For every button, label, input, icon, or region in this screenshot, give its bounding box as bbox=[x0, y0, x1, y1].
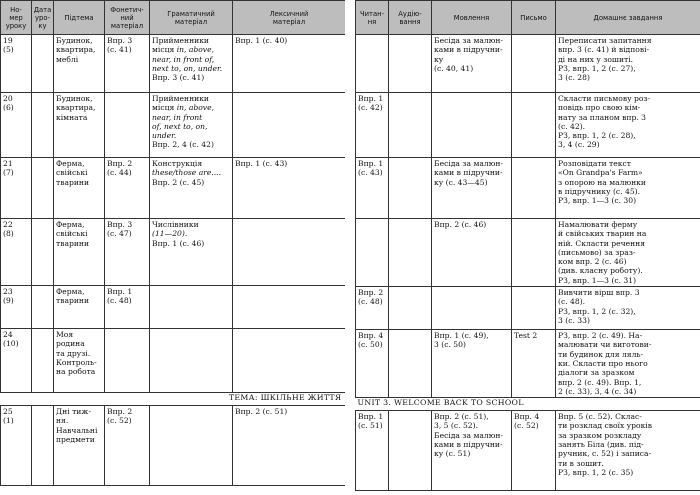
lesson-number-cell: 19 (5) bbox=[1, 35, 32, 93]
left-header-row bbox=[1, 1, 346, 35]
grammar-cell bbox=[150, 286, 233, 329]
header-lesson-number: Но- мер уроку bbox=[1, 1, 32, 35]
header-phonetic: Фонетич- ний матеріал bbox=[105, 1, 150, 35]
header-writing: Письмо bbox=[512, 1, 556, 35]
homework-cell: Впр. 5 (с. 52). Склас- ти розклад своїх уроків за зразком розкладу занять Біла (див. під- ручник, с. 52) і записа- ти в зошит. РЗ, впр. 1, 2 (с. 35) bbox=[556, 411, 700, 491]
lesson-date-cell bbox=[32, 35, 54, 93]
phonetic-cell: Впр. 2 (с. 52) bbox=[105, 406, 150, 486]
writing-cell bbox=[512, 93, 556, 158]
lesson-date-cell bbox=[32, 93, 54, 158]
phonetic-cell bbox=[105, 329, 150, 393]
lesson-date-cell bbox=[32, 158, 54, 219]
lesson-number-cell: 21 (7) bbox=[1, 158, 32, 219]
subtopic-cell: Моя родина та друзі. Контроль- на робота bbox=[54, 329, 105, 393]
phonetic-cell: Впр. 2 (с. 44) bbox=[105, 158, 150, 219]
speech-cell: Впр. 2 (с. 46) bbox=[432, 219, 512, 287]
grammar-cell bbox=[150, 329, 233, 393]
lesson-row-left bbox=[1, 158, 346, 219]
writing-cell bbox=[512, 158, 556, 219]
header-lesson-date: Дата уро- ку bbox=[32, 1, 54, 35]
listening-cell bbox=[389, 93, 432, 158]
lexical-cell bbox=[233, 93, 346, 158]
unit-divider-row bbox=[356, 398, 700, 411]
phonetic-cell: Впр. 1 (с. 48) bbox=[105, 286, 150, 329]
subtopic-cell: Будинок, квартира, меблі bbox=[54, 35, 105, 93]
listening-cell bbox=[389, 158, 432, 219]
phonetic-cell: Впр. 3 (с. 41) bbox=[105, 35, 150, 93]
left-page bbox=[0, 0, 345, 495]
reading-cell: Впр. 4 (с. 50) bbox=[356, 330, 389, 398]
lesson-number-cell: 24 (10) bbox=[1, 329, 32, 393]
listening-cell bbox=[389, 35, 432, 93]
writing-cell bbox=[512, 35, 556, 93]
homework-cell: Розповідати текст «On Grandpa's Farm» з опорою на малюнки в підручнику (с. 45). РЗ, впр. 1—3 (с. 30) bbox=[556, 158, 700, 219]
lesson-row-right bbox=[356, 287, 700, 330]
homework-cell: Переписати запитання впр. 3 (с. 41) й відпові- ді на них у зошиті. РЗ, впр. 1, 2 (с. 27), 3 (с. 28) bbox=[556, 35, 700, 93]
phonetic-cell bbox=[105, 93, 150, 158]
lexical-cell: Впр. 1 (с. 43) bbox=[233, 158, 346, 219]
reading-cell: Впр. 1 (с. 42) bbox=[356, 93, 389, 158]
header-reading: Читан- ня bbox=[356, 1, 389, 35]
page-gutter bbox=[345, 0, 355, 495]
header-speech: Мовлення bbox=[432, 1, 512, 35]
left-table bbox=[0, 0, 346, 486]
topic-divider-label: ТЕМА: ШКІЛЬНЕ ЖИТТЯ bbox=[1, 393, 346, 406]
header-subtopic: Підтема bbox=[54, 1, 105, 35]
speech-cell: Впр. 1 (с. 49), 3 (с. 50) bbox=[432, 330, 512, 398]
lesson-row-right bbox=[356, 411, 700, 491]
reading-cell bbox=[356, 219, 389, 287]
lesson-row-right bbox=[356, 93, 700, 158]
lesson-date-cell bbox=[32, 329, 54, 393]
grammar-cell: Числівники (11—20). Впр. 1 (с. 46) bbox=[150, 219, 233, 286]
right-page bbox=[355, 0, 700, 495]
reading-cell: Впр. 2 (с. 48) bbox=[356, 287, 389, 330]
writing-cell bbox=[512, 287, 556, 330]
subtopic-cell: Дні тиж- ня. Навчальні предмети bbox=[54, 406, 105, 486]
lesson-number-cell: 25 (1) bbox=[1, 406, 32, 486]
speech-cell bbox=[432, 287, 512, 330]
lesson-row-left bbox=[1, 219, 346, 286]
writing-cell: Впр. 4 (с. 52) bbox=[512, 411, 556, 491]
right-header-row bbox=[356, 1, 700, 35]
speech-cell: Впр. 2 (с. 51), 3, 5 (с. 52). Бесіда за малюн- ками в підручни- ку (с. 51) bbox=[432, 411, 512, 491]
listening-cell bbox=[389, 411, 432, 491]
lesson-row-left bbox=[1, 35, 346, 93]
grammar-cell: Прийменники місця in, above, near, in front of, next to, on, under. Впр. 3 (с. 41) bbox=[150, 35, 233, 93]
topic-divider-row bbox=[1, 393, 346, 406]
header-homework: Домашнє завдання bbox=[556, 1, 700, 35]
speech-cell: Бесіда за малюн- ками в підручни- ку (с. 43—45) bbox=[432, 158, 512, 219]
lesson-row-right bbox=[356, 158, 700, 219]
homework-cell: Вивчити вірш впр. 3 (с. 48). РЗ, впр. 1, 2 (с. 32), 3 (с. 33) bbox=[556, 287, 700, 330]
header-grammar: Граматичний матеріал bbox=[150, 1, 233, 35]
reading-cell: Впр. 1 (с. 43) bbox=[356, 158, 389, 219]
speech-cell bbox=[432, 93, 512, 158]
lesson-row-left bbox=[1, 329, 346, 393]
subtopic-cell: Будинок, квартира, кімната bbox=[54, 93, 105, 158]
lesson-number-cell: 23 (9) bbox=[1, 286, 32, 329]
lesson-date-cell bbox=[32, 219, 54, 286]
lesson-row-right bbox=[356, 330, 700, 398]
homework-cell: Скласти письмову роз- повідь про свою кім- нату за планом впр. 3 (с. 42). РЗ, впр. 1, 2 (с. 28), 3, 4 (с. 29) bbox=[556, 93, 700, 158]
lesson-number-cell: 20 (6) bbox=[1, 93, 32, 158]
lesson-row-left bbox=[1, 93, 346, 158]
lexical-cell: Впр. 2 (с. 51) bbox=[233, 406, 346, 486]
lesson-date-cell bbox=[32, 406, 54, 486]
grammar-cell: Прийменники місця in, above, near, in front of, next to, on, under. Впр. 2, 4 (с. 42) bbox=[150, 93, 233, 158]
subtopic-cell: Ферма, свійські тварини bbox=[54, 158, 105, 219]
lexical-cell bbox=[233, 329, 346, 393]
writing-cell bbox=[512, 219, 556, 287]
reading-cell bbox=[356, 35, 389, 93]
listening-cell bbox=[389, 219, 432, 287]
lexical-cell bbox=[233, 219, 346, 286]
listening-cell bbox=[389, 330, 432, 398]
grammar-cell: Конструкція these/those are.... Впр. 2 (с. 45) bbox=[150, 158, 233, 219]
subtopic-cell: Ферма, свійські тварини bbox=[54, 219, 105, 286]
grammar-cell bbox=[150, 406, 233, 486]
right-table bbox=[355, 0, 700, 491]
lesson-row-right bbox=[356, 219, 700, 287]
phonetic-cell: Впр. 3 (с. 47) bbox=[105, 219, 150, 286]
lexical-cell bbox=[233, 286, 346, 329]
lexical-cell: Впр. 1 (с. 40) bbox=[233, 35, 346, 93]
reading-cell: Впр. 1 (с. 51) bbox=[356, 411, 389, 491]
header-lexical: Лексичний матеріал bbox=[233, 1, 346, 35]
lesson-number-cell: 22 (8) bbox=[1, 219, 32, 286]
lesson-row-left bbox=[1, 406, 346, 486]
homework-cell: Намалювати ферму й свійських тварин на ній. Скласти речення (письмово) за зраз- ком впр. 2 (с. 46) (див. класну роботу). РЗ, впр. 1—3 (с. 31) bbox=[556, 219, 700, 287]
writing-cell: Test 2 bbox=[512, 330, 556, 398]
homework-cell: РЗ, впр. 2 (с. 49). На- малювати чи виготови- ти будинок для ляль- ки. Скласти про нього діалоги за зразком впр. 2 (с. 49). Впр. 1, 2 (с. 33), 3, 4 (с. 34) bbox=[556, 330, 700, 398]
subtopic-cell: Ферма, тварини bbox=[54, 286, 105, 329]
listening-cell bbox=[389, 287, 432, 330]
speech-cell: Бесіда за малюн- ками в підручни- ку (с. 40, 41) bbox=[432, 35, 512, 93]
lesson-date-cell bbox=[32, 286, 54, 329]
unit-divider-label: UNIT 3. WELCOME BACK TO SCHOOL bbox=[356, 398, 700, 411]
lesson-row-left bbox=[1, 286, 346, 329]
header-listening: Аудію- вання bbox=[389, 1, 432, 35]
lesson-row-right bbox=[356, 35, 700, 93]
